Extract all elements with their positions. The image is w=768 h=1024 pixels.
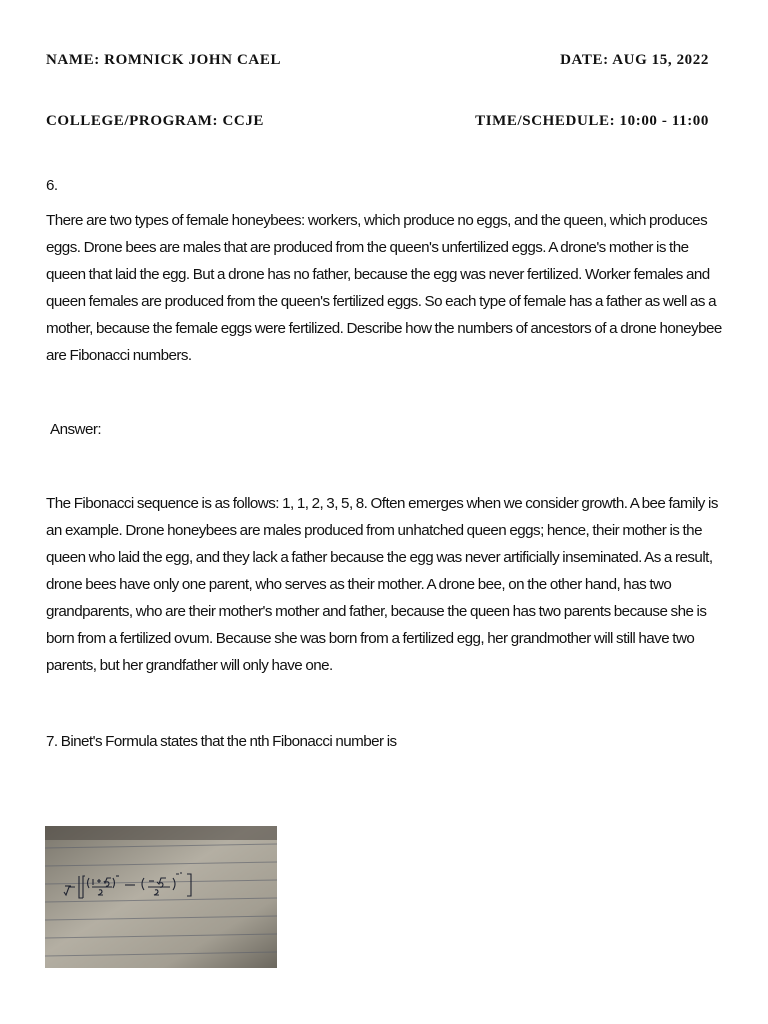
answer-text: The Fibonacci sequence is as follows: 1, 1, 2, 3, 5, 8. Often emerges when we consider growth. A bee family is an example. Drone honeybees are males produced from unhatched queen eggs; hence, their mother is the queen who laid the egg, and they lack a father because the egg was never artificially inseminated. As a result, drone bees have only one parent, who serves as their mother. A drone bee, on the other hand, has two grandparents, who are their mother's mother and father, because the queen has two parents because she is born from a fertilized ovum. Because she was born from a fertilized egg, her grandmother will still have two parents, but her grandfather will only have one. — [46, 495, 718, 674]
question-6-text: There are two types of female honeybees: workers, which produce no eggs, and the queen, which produces eggs. Drone bees are males that are produced from the queen's unfertilized eggs. A drone's mother is the queen that laid the egg. But a drone has no father, because the egg was never fertilized. Worker females and queen females are produced from the queen's fertilized eggs. So each type of female has a father as well as a mother, because the female eggs were fertilized. Describe how the numbers of ancestors of a drone honeybee are Fibonacci numbers. — [46, 212, 722, 364]
college-program: COLLEGE/PROGRAM: CCJE — [46, 113, 265, 129]
question-7-text: 7. Binet's Formula states that the nth Fibonacci number is — [46, 733, 397, 750]
time-schedule: TIME/SCHEDULE: 10:00 - 11:00 — [475, 113, 709, 129]
answer-label: Answer: — [50, 421, 102, 438]
handwritten-formula-photo — [45, 826, 277, 968]
student-name: NAME: ROMNICK JOHN CAEL — [46, 52, 282, 68]
date: DATE: AUG 15, 2022 — [560, 52, 709, 68]
notebook-paper-image — [45, 826, 277, 968]
question-6-number: 6. — [46, 177, 58, 194]
